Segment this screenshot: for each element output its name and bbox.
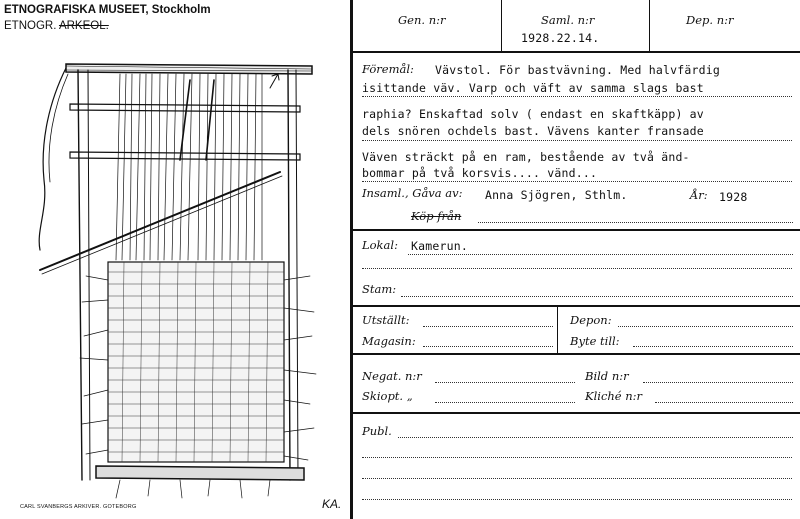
line	[423, 326, 553, 327]
foremal-line-2: isittande väv. Varp och väft av samma slags bast	[362, 81, 704, 95]
foremal-line-4: dels snören ochdels bast. Vävens kanter fransade	[362, 124, 704, 138]
department-line	[4, 20, 109, 32]
lokal-label: Lokal:	[362, 238, 398, 252]
rule	[353, 229, 800, 231]
illustrator-initials: KA.	[322, 497, 342, 511]
header-separator-2	[649, 0, 650, 52]
header-separator-1	[501, 0, 502, 52]
line	[362, 140, 792, 141]
insaml-value: Anna Sjögren, Sthlm.	[485, 188, 628, 202]
byte-label: Byte till:	[570, 334, 620, 348]
rule	[353, 305, 800, 307]
line	[655, 402, 793, 403]
publ-label: Publ.	[362, 424, 392, 438]
illustration-caption: CARL SVANBERGS ARKIVER. GOTEBORG	[20, 504, 137, 510]
line	[643, 382, 793, 383]
line	[423, 346, 553, 347]
line	[401, 296, 793, 297]
line	[362, 478, 792, 479]
museum-name: ETNOGRAFISKA MUSEET, Stockholm	[4, 4, 211, 16]
stam-label: Stam:	[362, 282, 397, 296]
loom-illustration	[0, 40, 348, 510]
gen-label: Gen. n:r	[398, 13, 446, 27]
line	[478, 222, 793, 223]
line	[362, 181, 792, 182]
line	[435, 402, 575, 403]
line	[362, 96, 792, 97]
cliche-label: Kliché n:r	[585, 389, 643, 403]
catalog-card	[353, 0, 800, 519]
saml-label: Saml. n:r	[541, 13, 595, 27]
line	[398, 437, 793, 438]
magasin-label: Magasin:	[362, 334, 416, 348]
negat-label: Negat. n:r	[362, 369, 422, 383]
line	[362, 268, 792, 269]
foremal-line-5: Väven sträckt på en ram, bestående av två änd-	[362, 150, 690, 164]
foremal-line-6: bommar på två korsvis.... vänd...	[362, 166, 598, 180]
ar-label: År:	[690, 188, 708, 202]
dep-label: Dep. n:r	[686, 13, 734, 27]
lokal-value: Kamerun.	[411, 239, 468, 253]
insaml-label: Insaml., Gåva av:	[362, 186, 463, 200]
line	[633, 346, 793, 347]
depon-label: Depon:	[570, 313, 612, 327]
separator	[557, 305, 558, 353]
header-rule	[353, 51, 800, 53]
kop-label: Köp från	[411, 209, 462, 223]
department-prefix: ETNOGR.	[4, 20, 57, 32]
rule	[353, 353, 800, 355]
saml-value: 1928.22.14.	[521, 31, 600, 45]
department-struck: ARKEOL.	[58, 20, 109, 32]
foremal-line-3: raphia? Enskaftad solv ( endast en skaftkäpp) av	[362, 107, 704, 121]
skiopt-label: Skiopt. „	[362, 389, 413, 403]
line	[408, 254, 793, 255]
rule	[353, 412, 800, 414]
utstallt-label: Utställt:	[362, 313, 410, 327]
line	[362, 457, 792, 458]
bild-label: Bild n:r	[585, 369, 629, 383]
line	[618, 326, 793, 327]
line	[435, 382, 575, 383]
line	[362, 499, 792, 500]
ar-value: 1928	[719, 190, 748, 204]
foremal-line-1: Vävstol. För bastvävning. Med halvfärdig	[435, 63, 720, 77]
foremal-label: Föremål:	[362, 62, 414, 76]
